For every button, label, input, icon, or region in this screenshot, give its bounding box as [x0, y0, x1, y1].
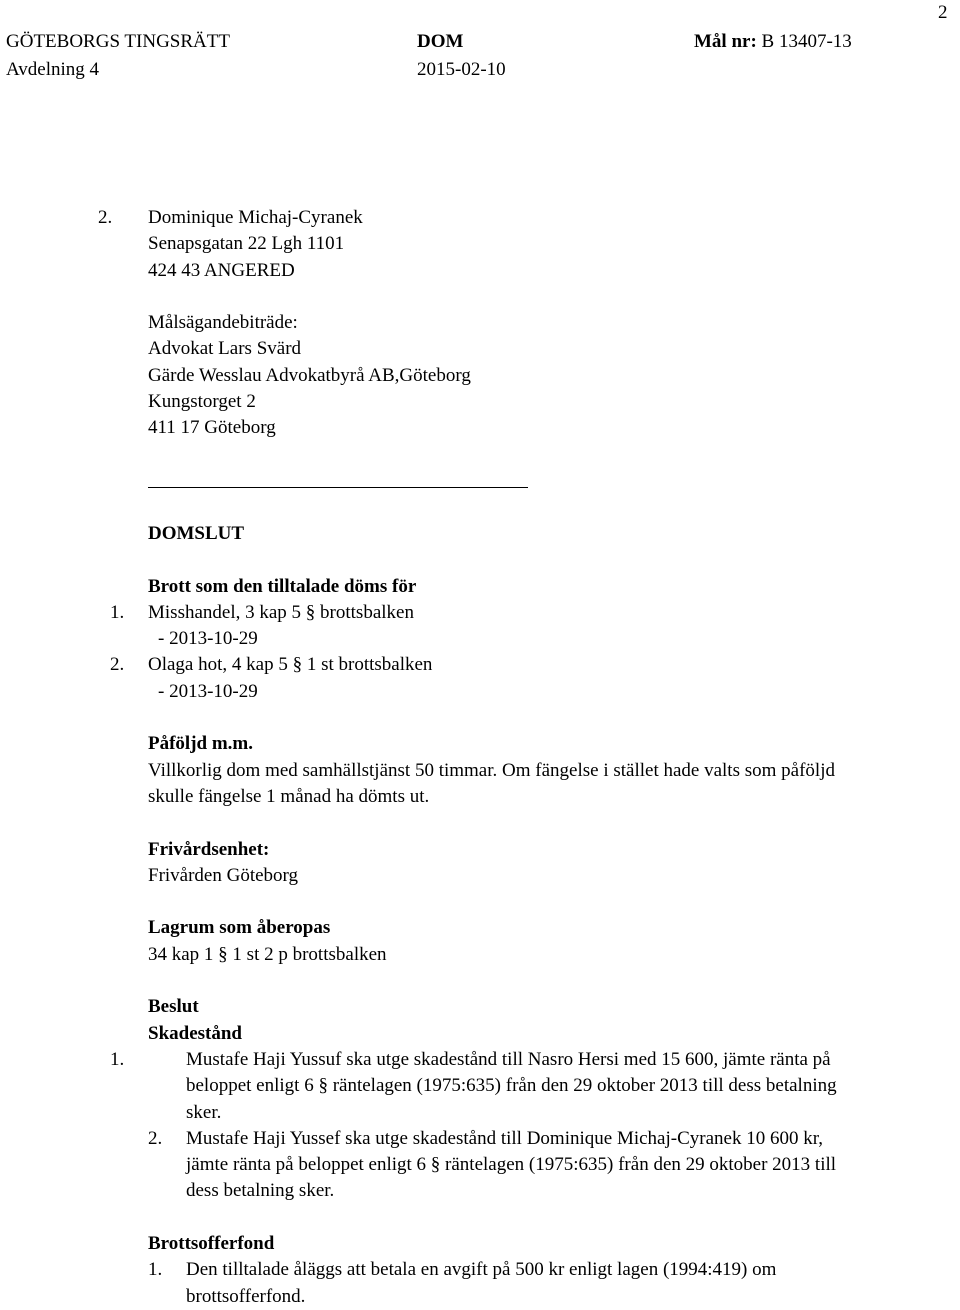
document-type: DOM: [417, 31, 464, 52]
counsel-city: 411 17 Göteborg: [148, 417, 276, 439]
crimes-list: [110, 600, 837, 705]
court-name: GÖTEBORGS TINGSRÄTT: [6, 31, 230, 52]
fund-line: brottsofferfond.: [186, 1285, 306, 1307]
fund-line: Den tilltalade åläggs att betala en avgift på 500 kr enligt lagen (1994:419) om: [186, 1259, 777, 1281]
damages-line: beloppet enligt 6 § räntelagen (1975:635) från den 29 oktober 2013 till dess betalning: [186, 1075, 837, 1097]
counsel-label: Målsägandebiträde:: [148, 312, 298, 334]
sanction-line1: Villkorlig dom med samhällstjänst 50 timmar. Om fängelse i stället hade valts som påföljd: [148, 759, 835, 781]
counsel-firm: Gärde Wesslau Advokatbyrå AB,Göteborg: [148, 364, 471, 386]
damages-heading: Skadestånd: [148, 1022, 242, 1044]
separator-line: [148, 487, 528, 488]
party-name: Dominique Michaj-Cyranek: [148, 207, 363, 228]
sanction-line2: skulle fängelse 1 månad ha dömts ut.: [148, 785, 430, 807]
party-address-line1: Senapsgatan 22 Lgh 1101: [148, 233, 345, 255]
probation-value: Frivården Göteborg: [148, 864, 299, 886]
damages-line: dess betalning sker.: [186, 1180, 335, 1202]
crime-item: [110, 652, 837, 705]
division: Avdelning 4: [6, 59, 100, 80]
fund-heading: Brottsofferfond: [148, 1233, 275, 1255]
probation-heading: Frivårdsenhet:: [148, 838, 270, 860]
decision-heading: Beslut: [148, 996, 199, 1018]
crime-item: [110, 600, 837, 653]
damages-number: 1.: [110, 1048, 125, 1070]
counsel-street: Kungstorget 2: [148, 391, 256, 413]
party-block: [98, 205, 471, 442]
crimes-heading: Brott som den tilltalade döms för: [148, 575, 417, 597]
sanction-heading: Påföljd m.m.: [148, 733, 254, 755]
damages-line: Mustafe Haji Yussuf ska utge skadestånd till Nasro Hersi med 15 600, jämte ränta på: [186, 1048, 831, 1070]
counsel-name: Advokat Lars Svärd: [148, 338, 302, 360]
crime-date: - 2013-10-29: [158, 628, 258, 650]
page-number: 2: [938, 2, 948, 23]
law-heading: Lagrum som åberopas: [148, 917, 331, 939]
domslut-title: DOMSLUT: [148, 523, 245, 544]
crime-text: Misshandel, 3 kap 5 § brottsbalken: [148, 601, 414, 623]
fund-number: 1.: [148, 1259, 163, 1281]
crime-number: 1.: [110, 601, 125, 623]
damages-item: [148, 1126, 837, 1205]
damages-item: [110, 1047, 837, 1126]
damages-line: jämte ränta på beloppet enligt 6 § räntelagen (1975:635) från den 29 oktober 2013 till: [186, 1154, 837, 1176]
fund-item: [148, 1257, 837, 1310]
damages-line: sker.: [186, 1101, 222, 1123]
case-number: B 13407-13: [761, 31, 852, 52]
damages-number: 2.: [148, 1127, 163, 1149]
crime-date: - 2013-10-29: [158, 680, 258, 702]
crime-text: Olaga hot, 4 kap 5 § 1 st brottsbalken: [148, 654, 433, 676]
case-number-block: [694, 29, 852, 55]
damages-line: Mustafe Haji Yussef ska utge skadestånd till Dominique Michaj-Cyranek 10 600 kr,: [186, 1127, 824, 1149]
crime-number: 2.: [110, 654, 125, 676]
document-date: 2015-02-10: [417, 59, 506, 80]
party-address-line2: 424 43 ANGERED: [148, 259, 295, 281]
party-number: 2.: [98, 207, 113, 228]
law-value: 34 kap 1 § 1 st 2 p brottsbalken: [148, 943, 387, 965]
case-number-label: Mål nr:: [694, 31, 757, 52]
domslut-section: [110, 521, 837, 1310]
fund-list: [148, 1257, 837, 1310]
damages-list: [110, 1047, 837, 1205]
